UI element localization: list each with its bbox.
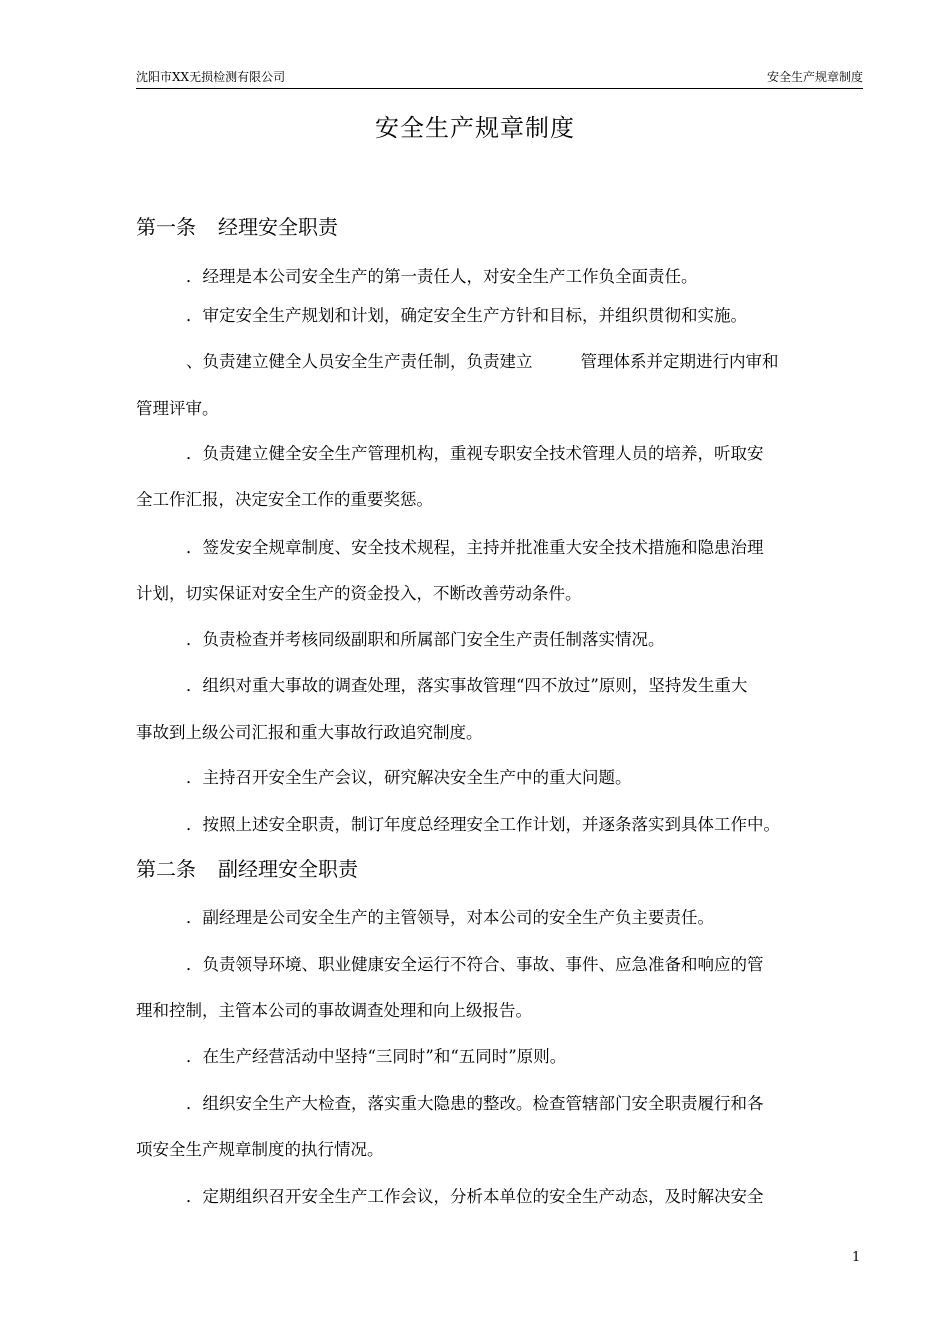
paragraph: ．定期组织召开安全生产工作会议，分析本单位的安全生产动态，及时解决安全	[186, 1187, 764, 1206]
header-doc-title: 安全生产规章制度	[766, 70, 863, 84]
paragraph-continuation: 事故到上级公司汇报和重大事故行政追究制度。	[136, 723, 483, 742]
paragraph: ．副经理是公司安全生产的主管领导，对本公司的安全生产负主要责任。	[186, 908, 714, 927]
paragraph-continuation: 全工作汇报，决定安全工作的重要奖惩。	[136, 490, 433, 509]
paragraph: ．负责领导环境、职业健康安全运行不符合、事故、事件、应急准备和响应的管	[186, 955, 764, 974]
article-number: 第一条	[136, 215, 196, 239]
paragraph: ．组织对重大事故的调查处理，落实事故管理“四不放过”原则，坚持发生重大	[186, 676, 748, 695]
paragraph-continuation: 计划，切实保证对安全生产的资金投入，不断改善劳动条件。	[136, 584, 582, 603]
paragraph-continuation: 管理评审。	[136, 399, 219, 418]
article-1-heading	[136, 212, 338, 242]
paragraph: ．签发安全规章制度、安全技术规程，主持并批准重大安全技术措施和隐患治理	[186, 538, 764, 557]
paragraph: ．在生产经营活动中坚持“三同时”和“五同时”原则。	[186, 1047, 567, 1066]
article-2-heading	[136, 854, 358, 884]
paragraph: 、负责建立健全人员安全生产责任制，负责建立 管理体系并定期进行内审和	[186, 352, 779, 371]
paragraph-continuation: 理和控制，主管本公司的事故调查处理和向上级报告。	[136, 1001, 532, 1020]
article-heading: 副经理安全职责	[218, 857, 358, 881]
page-header	[136, 66, 863, 89]
paragraph: ．主持召开安全生产会议，研究解决安全生产中的重大问题。	[186, 768, 632, 787]
paragraph: ．负责检查并考核同级副职和所属部门安全生产责任制落实情况。	[186, 630, 665, 649]
paragraph: ．按照上述安全职责，制订年度总经理安全工作计划，并逐条落实到具体工作中。	[186, 815, 780, 834]
article-number: 第二条	[136, 857, 196, 881]
document-title: 安全生产规章制度	[375, 114, 575, 142]
paragraph: ．负责建立健全安全生产管理机构，重视专职安全技术管理人员的培养，听取安	[186, 444, 764, 463]
paragraph: ．审定安全生产规划和计划，确定安全生产方针和目标，并组织贯彻和实施。	[186, 306, 747, 325]
page-number: 1	[852, 1250, 861, 1265]
paragraph: ．经理是本公司安全生产的第一责任人，对安全生产工作负全面责任。	[186, 267, 698, 286]
paragraph: ．组织安全生产大检查，落实重大隐患的整改。检查管辖部门安全职责履行和各	[186, 1094, 764, 1113]
header-company: 沈阳市XX无损检测有限公司	[136, 70, 286, 84]
article-heading: 经理安全职责	[218, 215, 338, 239]
paragraph-continuation: 项安全生产规章制度的执行情况。	[136, 1140, 384, 1159]
